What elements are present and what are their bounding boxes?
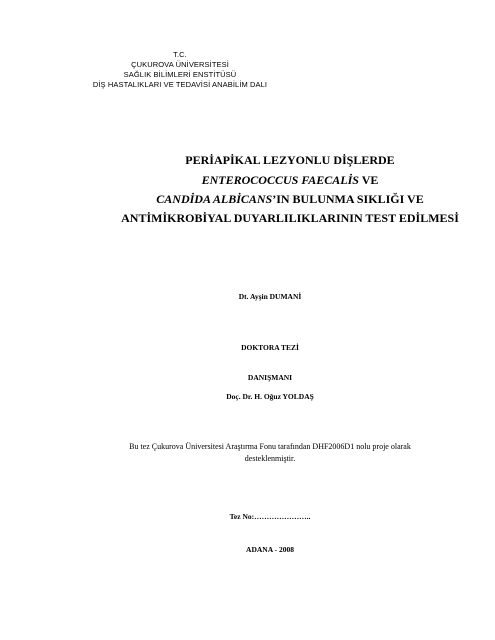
thesis-title-line-1: PERİAPİKAL LEZYONLU DİŞLERDE (185, 153, 395, 167)
title-line-3-rest: ’IN BULUNMA SIKLIĞI VE (272, 192, 424, 206)
species-enterococcus: ENTEROCOCCUS FAECALİS (201, 173, 359, 187)
advisor-name: Doç. Dr. H. Oğuz YOLDAŞ (226, 392, 314, 401)
advisor-label: DANIŞMANI (247, 373, 293, 382)
institution-line-university: ÇUKUROVA ÜNİVERSİTESİ (131, 60, 229, 69)
institution-line-department: DİŞ HASTALIKLARI VE TEDAVİSİ ANABİLİM DALI (92, 80, 268, 89)
title-line-2-rest: VE (358, 173, 379, 187)
species-candida: CANDİDA ALBİCANS (156, 192, 273, 206)
thesis-title-line-2 (90, 172, 490, 188)
institution-line-tc: T.C. (173, 50, 187, 59)
thesis-title-line-3 (90, 191, 490, 207)
thesis-type: DOKTORA TEZİ (241, 343, 299, 352)
institution-line-institute: SAĞLIK BİLİMLERİ ENSTİTÜSÜ (123, 70, 237, 79)
funding-note-line-1: Bu tez Çukurova Üniversitesi Araştırma Fonu tarafından DHF2006D1 nolu proje olarak (129, 442, 411, 451)
funding-note-line-2: desteklenmiştir. (244, 454, 296, 463)
author-name: Dt. Ayşin DUMANİ (238, 292, 302, 301)
thesis-title-line-4: ANTİMİKROBİYAL DUYARLILIKLARININ TEST EDİLMESİ (121, 211, 459, 225)
place-year: ADANA - 2008 (246, 545, 294, 554)
thesis-number: Tez No:………………….. (229, 512, 311, 521)
